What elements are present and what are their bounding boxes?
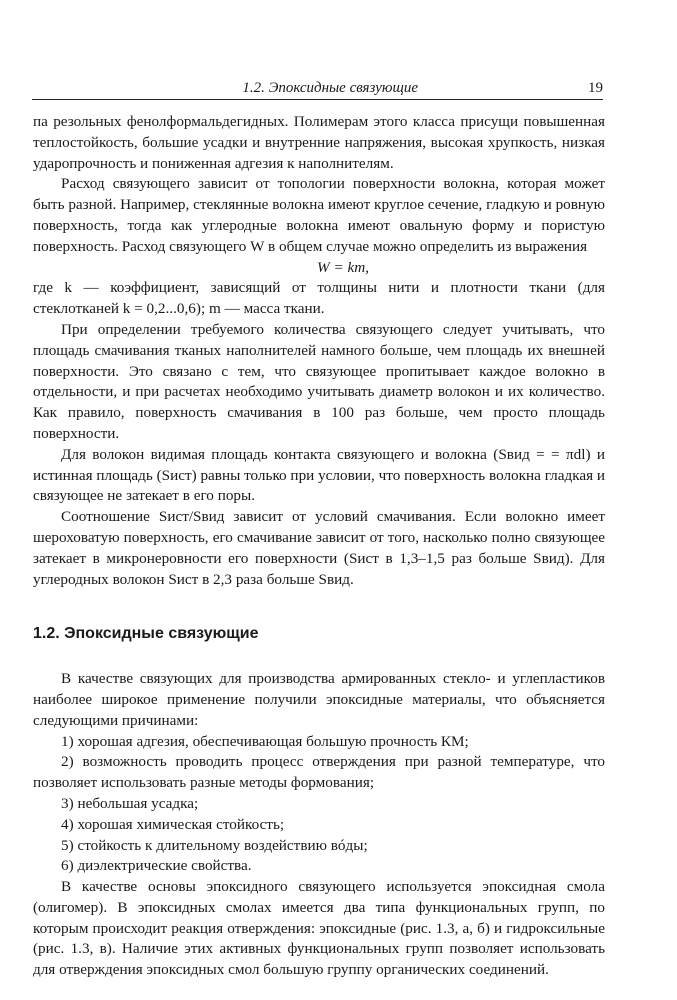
list-item: 4) хорошая химическая стойкость; xyxy=(61,815,285,833)
running-title: 1.2. Эпоксидные связующие xyxy=(242,80,418,96)
reasons-list xyxy=(33,732,605,878)
list-item: 3) небольшая усадка; xyxy=(61,794,199,812)
list-item: 5) стойкость к длительному воздействию вóды; xyxy=(61,836,368,854)
list-item: 2) возможность проводить процесс отверждения при разной температуре, что позволяет использовать разные методы формования; xyxy=(33,753,605,792)
running-header xyxy=(32,80,603,100)
page-body xyxy=(33,112,605,981)
paragraph: Соотношение Sист/Sвид зависит от условий смачивания. Если волокно имеет шероховатую поверхность, его смачивание зависит от того, насколько полно связующее затекает в микронеровности его поверхности (Sист в 1,3–1,5 раз больше Sвид). Для углеродных волокон Sист в 2,3 раза больше Sвид. xyxy=(33,508,605,588)
page-number: 19 xyxy=(588,80,603,96)
paragraph: па резольных фенолформальдегидных. Полимерам этого класса присущи повышенная теплостойкость, большие усадки и внутренние напряжения, высокая хрупкость, низкая ударопрочность и пониженная адгезия к наполнителям. xyxy=(33,113,605,172)
list-item: 1) хорошая адгезия, обеспечивающая большую прочность КМ; xyxy=(61,732,469,750)
paragraph: В качестве связующих для производства армированных стекло- и углепластиков наиболее широкое применение получили эпоксидные материалы, что объясняется следующими причинами: xyxy=(33,670,605,729)
paragraph: где k — коэффициент, зависящий от толщины нити и плотности ткани (для стеклотканей k = 0,2...0,6); m — масса ткани. xyxy=(33,279,605,318)
paragraph: Расход связующего зависит от топологии поверхности волокна, которая может быть разной. Например, стеклянные волокна имеют круглое сечение, гладкую и ровную поверхность, тогда как углеродные волокна имеют овальную форму и пористую поверхность. Расход связующего W в общем случае можно определить из выражения xyxy=(33,175,605,255)
paragraph: Для волокон видимая площадь контакта связующего и волокна (Sвид = = πdl) и истинная площадь (Sист) равны только при условии, что поверхность волокна гладкая и связующее не затекает в его поры. xyxy=(33,445,605,505)
section-heading: 1.2. Эпоксидные связующие xyxy=(33,625,259,643)
paragraph: При определении требуемого количества связующего следует учитывать, что площадь смачивания тканых наполнителей намного больше, чем площадь их внешней поверхности. Это связано с тем, что связующее пропитывает каждое волокно в отдельности, и при расчетах необходимо учитывать диаметр волокон и их количество. Как правило, поверхность смачивания в 100 раз больше, чем просто площадь поверхности. xyxy=(33,320,605,442)
paragraph: В качестве основы эпоксидного связующего используется эпоксидная смола (олигомер). В эпоксидных смолах имеется два типа функциональных групп, по которым происходит реакция отверждения: эпоксидные (рис. 1.3, а, б) и гидроксильные (рис. 1.3, в). Наличие этих активных функциональных групп позволяет использовать для отверждения эпоксидных смол большую группу органических соединений. xyxy=(33,878,605,979)
list-item: 6) диэлектрические свойства. xyxy=(61,857,252,875)
formula: W = km, xyxy=(317,258,369,276)
